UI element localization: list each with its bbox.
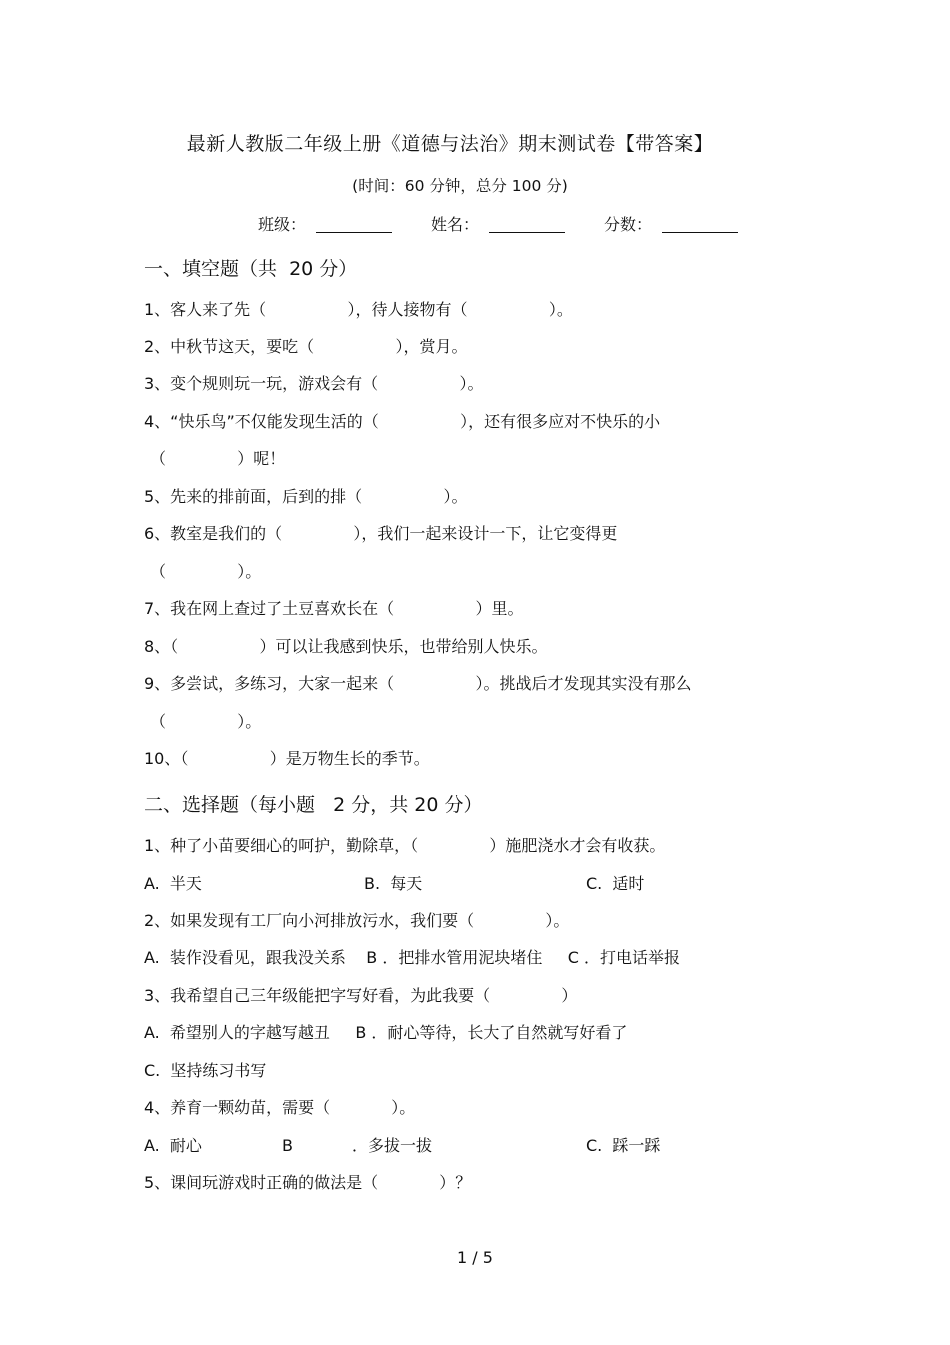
fill-question-9: 9、多尝试，多练习，大家一起来（ ）。挑战后才发现其实没有那么 [144,674,692,693]
score-blank-line [662,232,738,233]
exam-title: 最新人教版二年级上册《道德与法治》期末测试卷【带答案】 [186,133,714,155]
choice-4-option-b-text: ．多拔一拔 [352,1136,433,1155]
choice-question-2: 2、如果发现有工厂向小河排放污水，我们要（ ）。 [144,911,570,930]
choice-1-option-b: B. 每天 [364,874,423,893]
class-blank-line [316,232,392,233]
student-info-row [0,212,950,238]
score-label: 分数： [604,215,653,234]
choice-1-option-a: A. 半天 [144,874,202,893]
choice-3-options-ab: A. 希望别人的字越写越丑 B ．耐心等待，长大了自然就写好看了 [144,1023,628,1042]
section-choice-heading: 二、选择题（每小题 2 分，共 20 分） [144,794,483,816]
choice-question-1: 1、种了小苗要细心的呵护，勤除草，（ ）施肥浇水才会有收获。 [144,836,666,855]
name-blank-line [489,232,565,233]
fill-question-5: 5、先来的排前面，后到的排（ ）。 [144,487,468,506]
fill-question-6-cont: （ ）。 [150,562,262,581]
fill-question-4-cont: （ ）呢！ [150,449,286,468]
choice-question-5: 5、课间玩游戏时正确的做法是（ ）？ [144,1173,472,1192]
name-label: 姓名： [431,215,480,234]
fill-question-4: 4、“快乐鸟”不仅能发现生活的（ ），还有很多应对不快乐的小 [144,412,661,431]
fill-question-10: 10、（ ）是万物生长的季节。 [144,749,430,768]
section-fill-in-heading: 一、填空题（共 20 分） [144,258,358,280]
choice-question-4: 4、养育一颗幼苗，需要（ ）。 [144,1098,416,1117]
choice-4-option-b-letter: B [282,1136,293,1155]
fill-question-1: 1、客人来了先（ ），待人接物有（ ）。 [144,300,573,319]
page-number: 1 / 5 [457,1248,493,1267]
choice-3-option-c: C. 坚持练习书写 [144,1061,267,1080]
choice-4-option-c: C. 踩一踩 [586,1136,661,1155]
class-label: 班级： [258,215,307,234]
fill-question-3: 3、变个规则玩一玩，游戏会有（ ）。 [144,374,484,393]
choice-question-3: 3、我希望自己三年级能把字写好看，为此我要（ ） [144,986,578,1005]
fill-question-6: 6、教室是我们的（ ），我们一起来设计一下，让它变得更 [144,524,618,543]
fill-question-2: 2、中秋节这天，要吃（ ），赏月。 [144,337,468,356]
exam-subtitle: (时间：60 分钟，总分 100 分) [352,177,568,195]
fill-question-9-cont: （ ）。 [150,712,262,731]
choice-2-options: A. 装作没看见，跟我没关系 B ．把排水管用泥块堵住 C ．打电话举报 [144,948,681,967]
choice-1-option-c: C. 适时 [586,874,645,893]
fill-question-7: 7、我在网上查过了土豆喜欢长在（ ）里。 [144,599,524,618]
choice-4-option-a: A. 耐心 [144,1136,202,1155]
fill-question-8: 8、（ ）可以让我感到快乐，也带给别人快乐。 [144,637,548,656]
